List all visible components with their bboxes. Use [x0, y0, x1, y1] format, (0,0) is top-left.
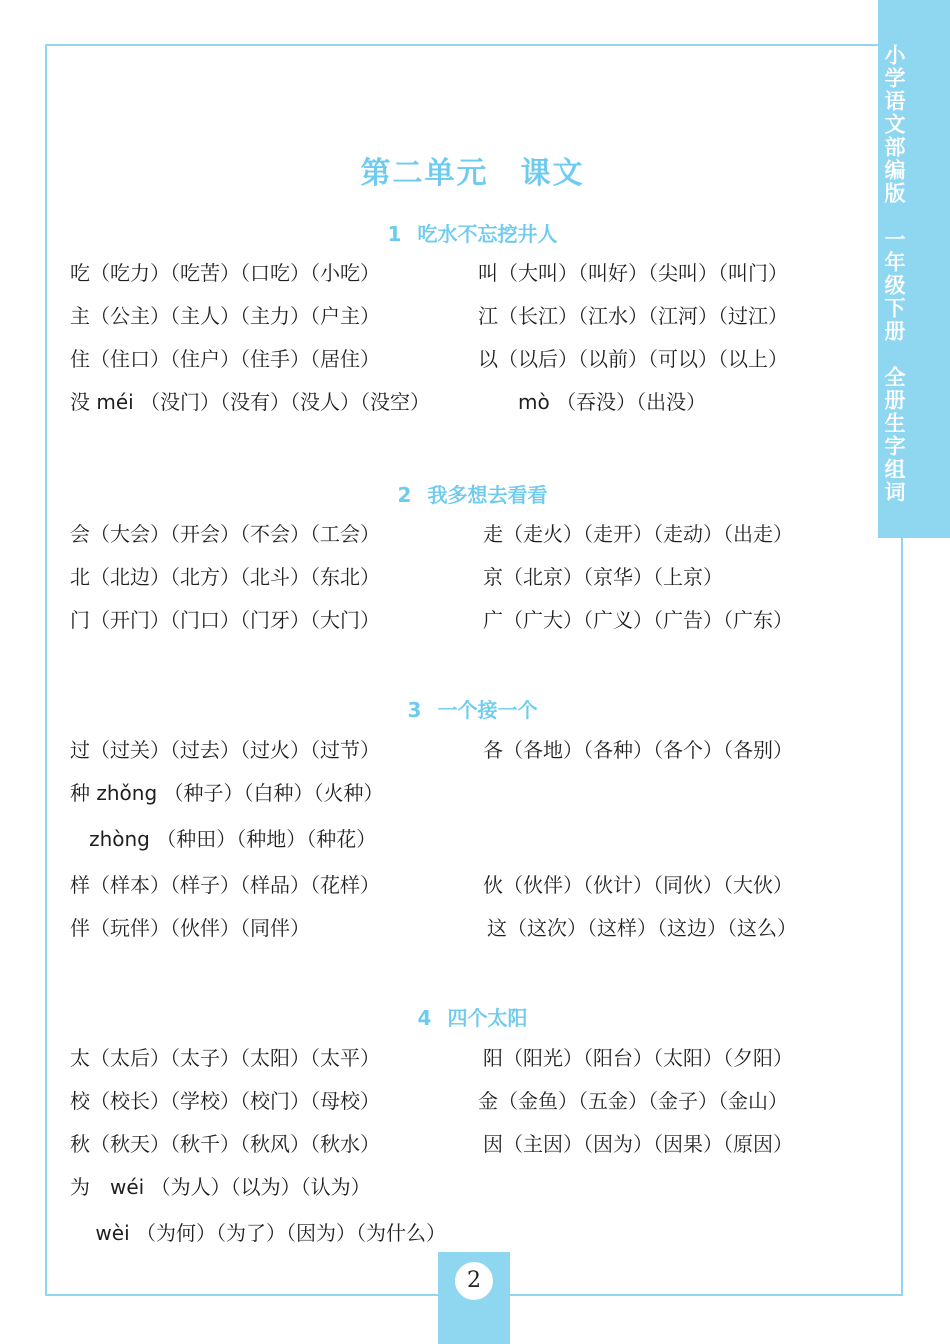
word-row-left: 没 méi （没门）（没有）（没人）（没空） [70, 390, 431, 414]
page-title: 第二单元 课文 [360, 156, 585, 191]
word-row-left: wèi （为何）（为了）（因为）（为什么） [70, 1221, 447, 1245]
word-row-right: 走（走火）（走开）（走动）（出走） [483, 522, 793, 546]
word-row-left: 过（过关）（过去）（过火）（过节） [70, 738, 380, 762]
word-row-right: 金（金鱼）（五金）（金子）（金山） [478, 1089, 788, 1113]
side-label-grade-series: 小学语文部编版 [882, 44, 906, 205]
word-row-left: 吃（吃力）（吃苦）（口吃）（小吃） [70, 261, 380, 285]
lesson-number: 3 [407, 698, 422, 722]
word-row-left: 会（大会）（开会）（不会）（工会） [70, 522, 380, 546]
word-row-left: 种 zhǒng （种子）（白种）（火种） [70, 781, 384, 805]
word-row-left: 门（开门）（门口）（门牙）（大门） [70, 608, 380, 632]
word-row-left: 主（公主）（主人）（主力）（户主） [70, 304, 380, 328]
word-row-right: 阳（阳光）（阳台）（太阳）（夕阳） [483, 1046, 793, 1070]
lesson-name: 四个太阳 [447, 1006, 528, 1030]
word-row-right: 这（这次）（这样）（这边）（这么） [487, 916, 797, 940]
lesson-name: 一个接一个 [437, 698, 538, 722]
word-row-right: 各（各地）（各种）（各个）（各别） [483, 738, 793, 762]
lesson-title [0, 1002, 945, 1031]
word-row-right: 广（广大）（广义）（广告）（广东） [483, 608, 793, 632]
word-row-left: 样（样本）（样子）（样品）（花样） [70, 873, 380, 897]
lesson-number: 2 [397, 483, 412, 507]
lesson-name: 我多想去看看 [427, 483, 548, 507]
lesson-title [0, 694, 945, 723]
word-row-left: 住（住口）（住户）（住手）（居住） [70, 347, 380, 371]
lesson-number: 1 [387, 222, 402, 246]
word-row-right: 伙（伙伴）（伙计）（同伙）（大伙） [483, 873, 793, 897]
word-row-right: 以（以后）（以前）（可以）（以上） [478, 347, 788, 371]
side-label-subject: 全册生字组词 [882, 366, 906, 504]
lesson-number: 4 [417, 1006, 432, 1030]
word-row-left: 伴（玩伴）（伙伴）（同伴） [70, 916, 310, 940]
word-row-left: zhòng （种田）（种地）（种花） [70, 827, 377, 851]
word-row-left: 北（北边）（北方）（北斗）（东北） [70, 565, 380, 589]
word-row-left: 太（太后）（太子）（太阳）（太平） [70, 1046, 380, 1070]
word-row-right: 江（长江）（江水）（江河）（过江） [478, 304, 788, 328]
lesson-title [0, 218, 945, 247]
word-row-left: 秋（秋天）（秋千）（秋风）（秋水） [70, 1132, 380, 1156]
word-row-right: 京（北京）（京华）（上京） [483, 565, 723, 589]
word-row-left: 校（校长）（学校）（校门）（母校） [70, 1089, 380, 1113]
side-label-volume: 一年级下册 [882, 228, 906, 343]
word-row-left: 为 wéi （为人）（以为）（认为） [70, 1175, 371, 1199]
page-number: 2 [453, 1260, 495, 1302]
lesson-title [0, 479, 945, 508]
word-row-right: 叫（大叫）（叫好）（尖叫）（叫门） [478, 261, 788, 285]
word-row-right: mò （吞没）（出没） [518, 390, 707, 414]
side-label [881, 44, 907, 504]
word-row-right: 因（主因）（因为）（因果）（原因） [483, 1132, 793, 1156]
side-label-divider [882, 343, 906, 366]
lesson-name: 吃水不忘挖井人 [417, 222, 558, 246]
